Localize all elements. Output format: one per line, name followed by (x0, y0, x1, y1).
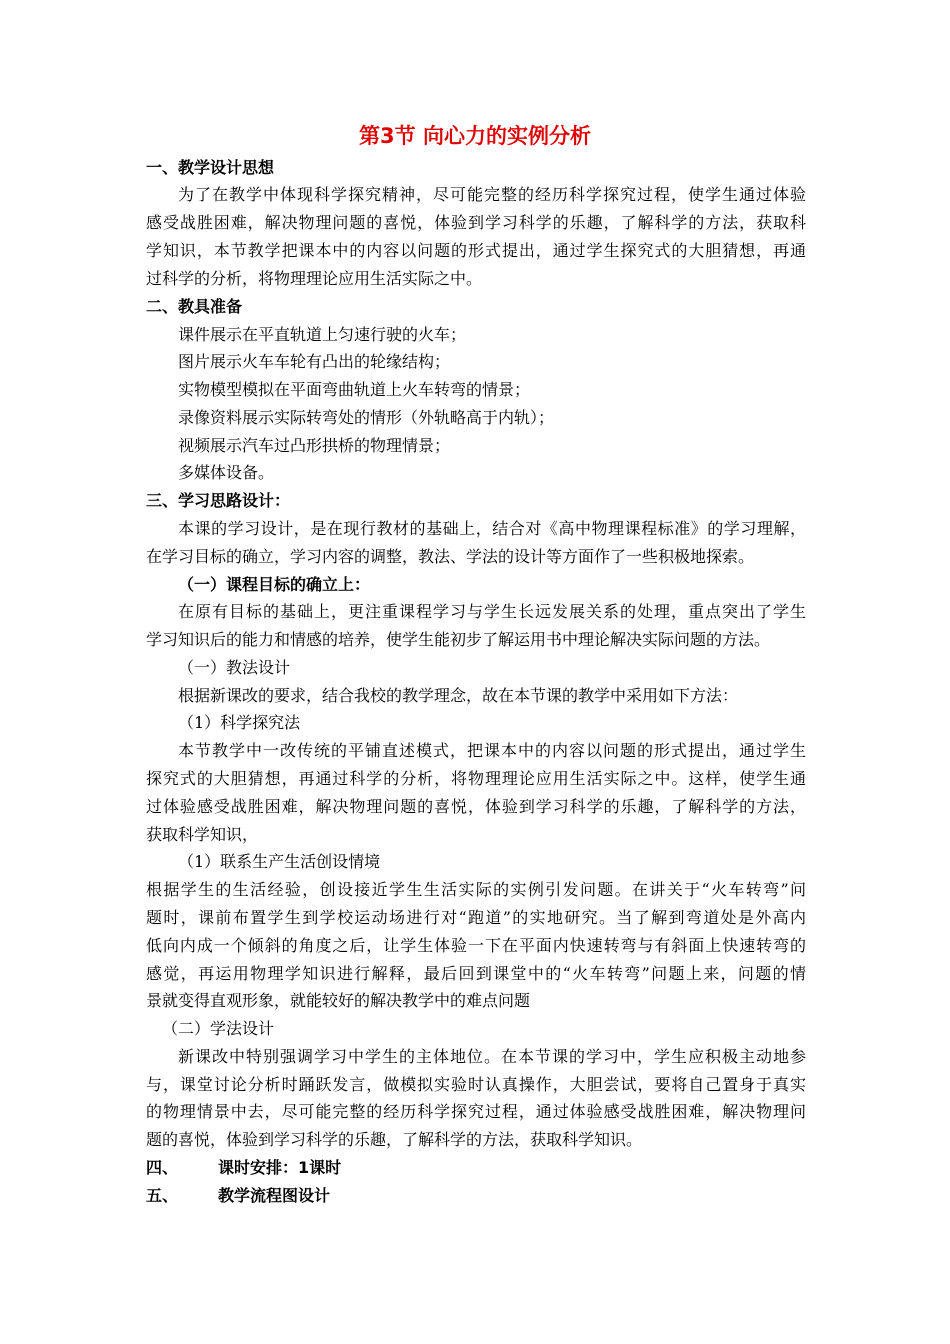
paragraph-line: 视频展示汽车过凸形拱桥的物理情景； (178, 436, 451, 455)
paragraph-line: 感觉，再运用物理学知识进行解释，最后回到课堂中的“火车转弯”问题上来，问题的情 (146, 964, 806, 983)
paragraph-line: 录像资料展示实际转弯处的情形（外轨略高于内轨）； (178, 408, 555, 427)
section-label: 课时安排：1课时 (218, 1158, 342, 1177)
paragraph-line: 根据学生的生活经验，创设接近学生生活实际的实例引发问题。在讲关于“火车转弯”问 (146, 880, 806, 899)
section-heading-5 (146, 1186, 806, 1206)
section-heading-4 (146, 1158, 806, 1178)
paragraph-line: 景就变得直观形象，就能较好的解决教学中的难点问题 (146, 991, 531, 1010)
paragraph-line: 感受战胜困难，解决物理问题的喜悦，体验到学习科学的乐趣，了解科学的方法，获取科 (146, 213, 806, 232)
section-number: 五、 (146, 1186, 179, 1205)
paragraph-line: 课件展示在平直轨道上匀速行驶的火车； (178, 325, 467, 344)
paragraph-line: 图片展示火车车轮有凸出的轮缘结构； (178, 352, 451, 371)
section-label: 教学流程图设计 (218, 1186, 331, 1205)
section-heading: 二、教具准备 (146, 297, 243, 316)
paragraph-line: 新课改中特别强调学习中学生的主体地位。在本节课的学习中，学生应积极主动地参 (178, 1047, 806, 1066)
paragraph-line: （1）联系生产生活创设情境 (178, 852, 381, 871)
paragraph-line: 获取科学知识， (146, 825, 259, 844)
section-heading: 一、教学设计思想 (146, 158, 275, 177)
paragraph-line: 根据新课改的要求，结合我校的教学理念，故在本节课的教学中采用如下方法： (178, 686, 739, 705)
paragraph-line: 多媒体设备。 (178, 463, 275, 482)
paragraph-line: 题的喜悦，体验到学习科学的乐趣，了解科学的方法，获取科学知识。 (146, 1130, 643, 1149)
paragraph-line: 与，课堂讨论分析时踊跃发言，做模拟实验时认真操作，大胆尝试，要将自己置身于真实 (146, 1075, 806, 1094)
paragraph-line: 低向内成一个倾斜的角度之后，让学生体验一下在平面内快速转弯与有斜面上快速转弯的 (146, 936, 806, 955)
paragraph-line: 探究式的大胆猜想，再通过科学的分析，将物理理论应用生活实际之中。这样，使学生通 (146, 769, 806, 788)
paragraph-line: （一）教法设计 (178, 658, 291, 677)
paragraph-line: 过体验感受战胜困难，解决物理问题的喜悦，体验到学习科学的乐趣，了解科学的方法， (146, 797, 806, 816)
paragraph-line: 的物理情景中去，尽可能完整的经历科学探究过程，通过体验感受战胜困难，解决物理问 (146, 1102, 806, 1121)
paragraph-line: 在原有目标的基础上，更注重课程学习与学生长远发展关系的处理，重点突出了学生 (178, 602, 806, 621)
section-number: 四、 (146, 1158, 179, 1177)
paragraph-line: 在学习目标的确立，学习内容的调整，教法、学法的设计等方面作了一些积极地探索。 (146, 547, 755, 566)
section-heading: （一）课程目标的确立上： (178, 575, 371, 594)
page-title: 第3节 向心力的实例分析 (359, 124, 591, 148)
paragraph-line: 学习知识后的能力和情感的培养，使学生能初步了解运用书中理论解决实际问题的方法。 (146, 630, 771, 649)
paragraph-line: 为了在教学中体现科学探究精神，尽可能完整的经历科学探究过程，使学生通过体验 (178, 185, 806, 204)
paragraph-line: 本课的学习设计，是在现行教材的基础上，结合对《高中物理课程标准》的学习理解， (178, 519, 806, 538)
paragraph-line: 实物模型模拟在平面弯曲轨道上火车转弯的情景； (178, 380, 531, 399)
paragraph-line: 本节教学中一改传统的平铺直述模式，把课本中的内容以问题的形式提出，通过学生 (178, 741, 806, 760)
paragraph-line: 学知识，本节教学把课本中的内容以问题的形式提出，通过学生探究式的大胆猜想，再通 (146, 241, 806, 260)
paragraph-line: （二）学法设计 (162, 1019, 275, 1038)
paragraph-line: 过科学的分析，将物理理论应用生活实际之中。 (146, 269, 483, 288)
paragraph-line: （1）科学探究法 (178, 713, 301, 732)
section-heading: 三、学习思路设计： (146, 491, 291, 510)
paragraph-line: 题时，课前布置学生到学校运动场进行对“跑道”的实地研究。当了解到弯道处是外高内 (146, 908, 806, 927)
